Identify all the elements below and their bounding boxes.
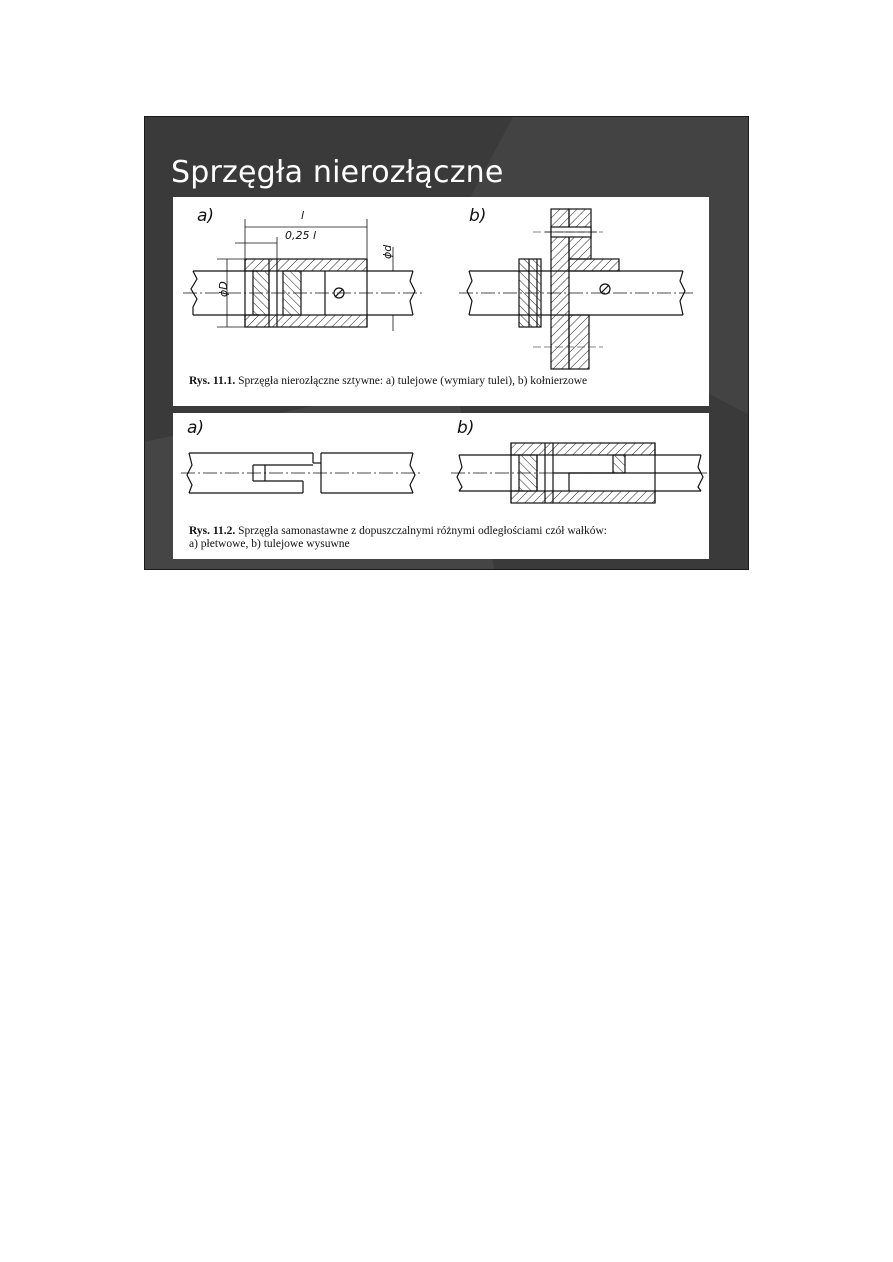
figure-11-2-caption [189, 525, 704, 551]
dimension-phid: ϕd [381, 244, 394, 259]
figure-11-1-caption [189, 375, 704, 388]
caption-number: Rys. 11.1. [189, 375, 236, 387]
caption-line-2: a) płetwowe, b) tulejowe wysuwne [189, 538, 350, 550]
fin-coupling-drawing [181, 453, 421, 493]
dimension-l: l [301, 209, 305, 222]
caption-text: Sprzęgła nierozłączne sztywne: a) tulejowe (wymiary tulei), b) kołnierzowe [238, 375, 588, 387]
telescopic-coupling-drawing [451, 443, 709, 503]
figure-2-label-b: b) [457, 418, 475, 438]
figure-11-1-panel [173, 197, 709, 406]
caption-number: Rys. 11.2. [189, 525, 236, 537]
slide [144, 116, 749, 570]
figure-1-label-a: a) [197, 206, 215, 226]
figure-2-label-a: a) [187, 418, 205, 438]
figure-1-label-b: b) [469, 206, 487, 226]
dimension-phiD: ϕD [217, 281, 230, 297]
figure-11-2-panel [173, 413, 709, 559]
dimension-025l: 0,25 l [285, 229, 317, 242]
caption-text: Sprzęgła samonastawne z dopuszczalnymi różnymi odległościami czół wałków: [238, 525, 607, 537]
flange-coupling-drawing [459, 209, 693, 369]
slide-title: Sprzęgła nierozłączne [171, 155, 504, 190]
